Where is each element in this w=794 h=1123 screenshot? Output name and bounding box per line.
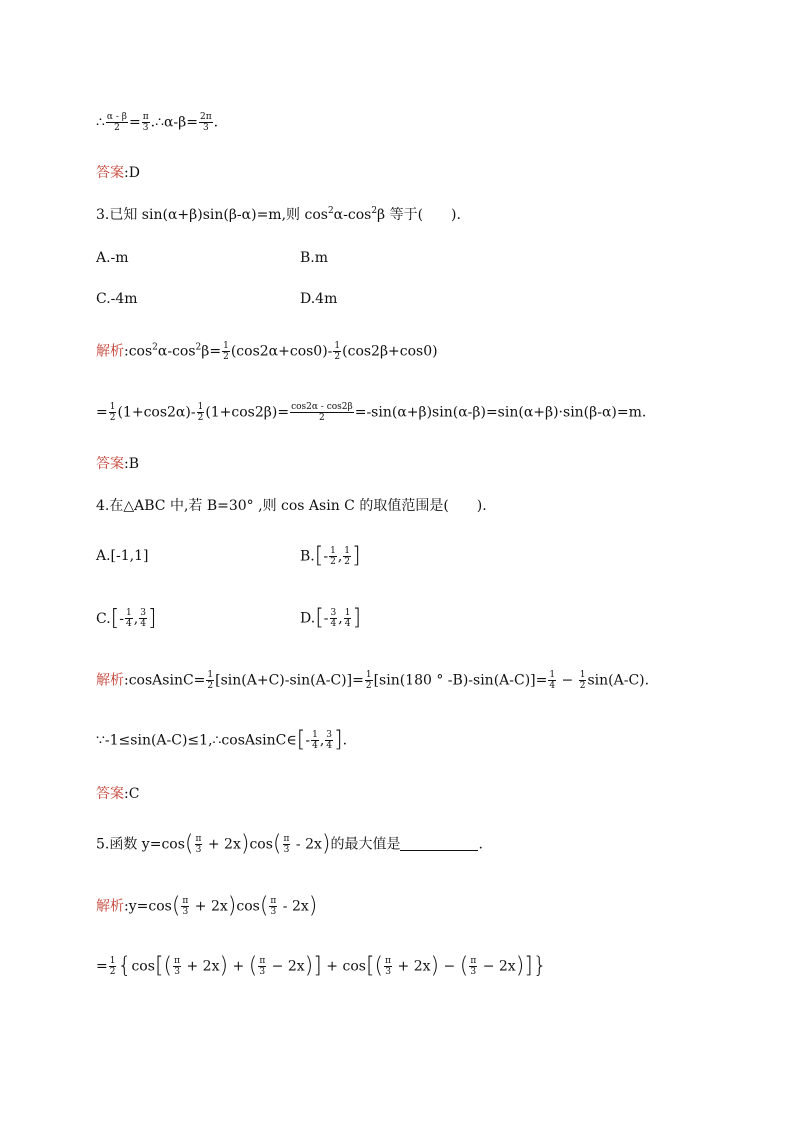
expr: :cos	[124, 343, 153, 360]
expr: (cos2β+cos0)	[342, 343, 438, 360]
expr: β=	[201, 343, 222, 360]
expr: 5.函数 y=cos	[96, 836, 185, 853]
period: .	[213, 114, 219, 131]
therefore-symbol: ∴	[96, 114, 105, 131]
expr: [sin(A+C)-sin(A-C)]=	[215, 672, 364, 689]
fraction: $\frac{1}{2}$	[197, 402, 204, 423]
expr: (1+cos2α)-	[117, 404, 196, 421]
solution-4-line-2: ∵-1≤sin(A-C)≤1,∴cosAsinC∈[- $\frac{1}{4}$ , $\frac{3}{4}$ ].	[96, 727, 348, 753]
fraction: $\frac{\alpha - \beta}{2}$	[106, 112, 127, 133]
expr: :y=cos	[124, 898, 172, 915]
option-c: C.-4m	[96, 291, 138, 307]
fraction: $\frac{\pi}{3}$	[142, 112, 149, 133]
question-4	[96, 496, 487, 516]
fraction: $\frac{1}{2}$	[109, 402, 116, 423]
option-d: D.[- $\frac{3}{4}$ , $\frac{1}{4}$ ]	[300, 605, 362, 631]
analysis-label: 解析	[96, 343, 124, 360]
solution-5-line-2: = $\frac{1}{2}$ {cos[( $\frac{\pi}{3}$ + 2x) + ( $\frac{\pi}{3}$ − 2x)] + cos[( $\frac{\pi}{3}$ + 2x) − ( $\frac{\pi}{3}$ − 2x)]}	[96, 953, 547, 979]
expr: 的最大值是	[330, 836, 401, 853]
expr: ∵-1≤sin(A-C)≤1,∴cosAsinC∈	[96, 732, 297, 749]
q4-options-row-2	[96, 605, 362, 631]
equals: =	[128, 114, 141, 131]
answer-line-4	[96, 784, 139, 804]
analysis-label: 解析	[96, 672, 124, 689]
expr: −	[557, 672, 578, 689]
q3-options-row-2	[96, 289, 338, 309]
superscript: 2	[371, 206, 378, 216]
answer-label: 答案	[96, 456, 124, 472]
expr: (1+cos2β)=	[205, 404, 290, 421]
expr: =-sin(α+β)sin(α-β)=sin(α+β)·sin(β-α)=m.	[354, 404, 647, 421]
q4-options-row-1	[96, 543, 361, 569]
option-a: A.[-1,1]	[96, 548, 149, 564]
expr: sin(A-C).	[587, 672, 650, 689]
expr: =	[96, 404, 108, 421]
fraction: $\frac{\cos 2\alpha - \cos 2\beta}{2}$	[291, 402, 353, 423]
answer-label: 答案	[96, 165, 124, 181]
solution-3-line-1: 解析$:\cos^2\alpha-\cos^2\beta=$ $\frac{1}{2}$ (cos2α+cos0)- $\frac{1}{2}$ (cos2β+cos0)	[96, 341, 438, 362]
option-a: A.-m	[96, 250, 129, 266]
solution-5-line-1: 解析:y=cos( $\frac{\pi}{3}$ + 2x)cos( $\frac{\pi}{3}$ - 2x)	[96, 893, 318, 919]
q3-text: 3.已知 sin(α+β)sin(β-α)=m,则 cos	[96, 207, 328, 223]
question-5: 5.函数 y=cos( $\frac{\pi}{3}$ + 2x)cos( $\frac{\pi}{3}$ - 2x)的最大值是 .	[96, 831, 483, 857]
q4-text: 4.在△ABC 中,若 B=30° ,则 cos Asin C 的取值范围是( ).	[96, 498, 487, 514]
fraction: $\frac{1}{2}$	[223, 341, 229, 362]
expr: [sin(180 ° -B)-sin(A-C)]=	[373, 672, 548, 689]
option-b: B.[- $\frac{1}{2}$ , $\frac{1}{2}$ ]	[300, 543, 361, 569]
option-d: D.4m	[300, 291, 338, 307]
q3-options-row-1	[96, 248, 329, 268]
expr: α-cos	[157, 343, 196, 360]
answer-line-2	[96, 163, 140, 183]
question-3	[96, 205, 461, 225]
option-b: B.m	[300, 250, 329, 266]
answer-value: :B	[124, 456, 140, 472]
solution-4-line-1: 解析:cosAsinC= $\frac{1}{2}$ [sin(A+C)-sin(A-C)]= $\frac{1}{2}$ [sin(180 ° -B)-sin(A-C)]= $\frac{1}{4}$ − $\frac{1}{2}$ sin(A-C).	[96, 670, 650, 691]
answer-label: 答案	[96, 786, 124, 802]
fraction: $\frac{2\pi}{3}$	[200, 112, 212, 133]
q3-text: α-cos	[333, 207, 372, 223]
expr: :cosAsinC=	[124, 672, 206, 689]
answer-line-3	[96, 454, 139, 474]
option-c: C.[- $\frac{1}{4}$ , $\frac{3}{4}$ ]	[96, 605, 157, 631]
answer-value: :C	[124, 786, 140, 802]
fraction: $\frac{1}{2}$	[334, 341, 341, 362]
expr: (cos2α+cos0)-	[230, 343, 333, 360]
solution-3-line-2	[96, 402, 646, 423]
q3-text: β 等于( ).	[377, 207, 461, 223]
superscript: 2	[327, 206, 334, 216]
answer-value: :D	[124, 165, 140, 181]
expression: .∴α-β=	[150, 114, 198, 131]
derivation-line-1	[96, 112, 218, 133]
analysis-label: 解析	[96, 898, 124, 915]
answer-blank[interactable]	[400, 836, 478, 851]
